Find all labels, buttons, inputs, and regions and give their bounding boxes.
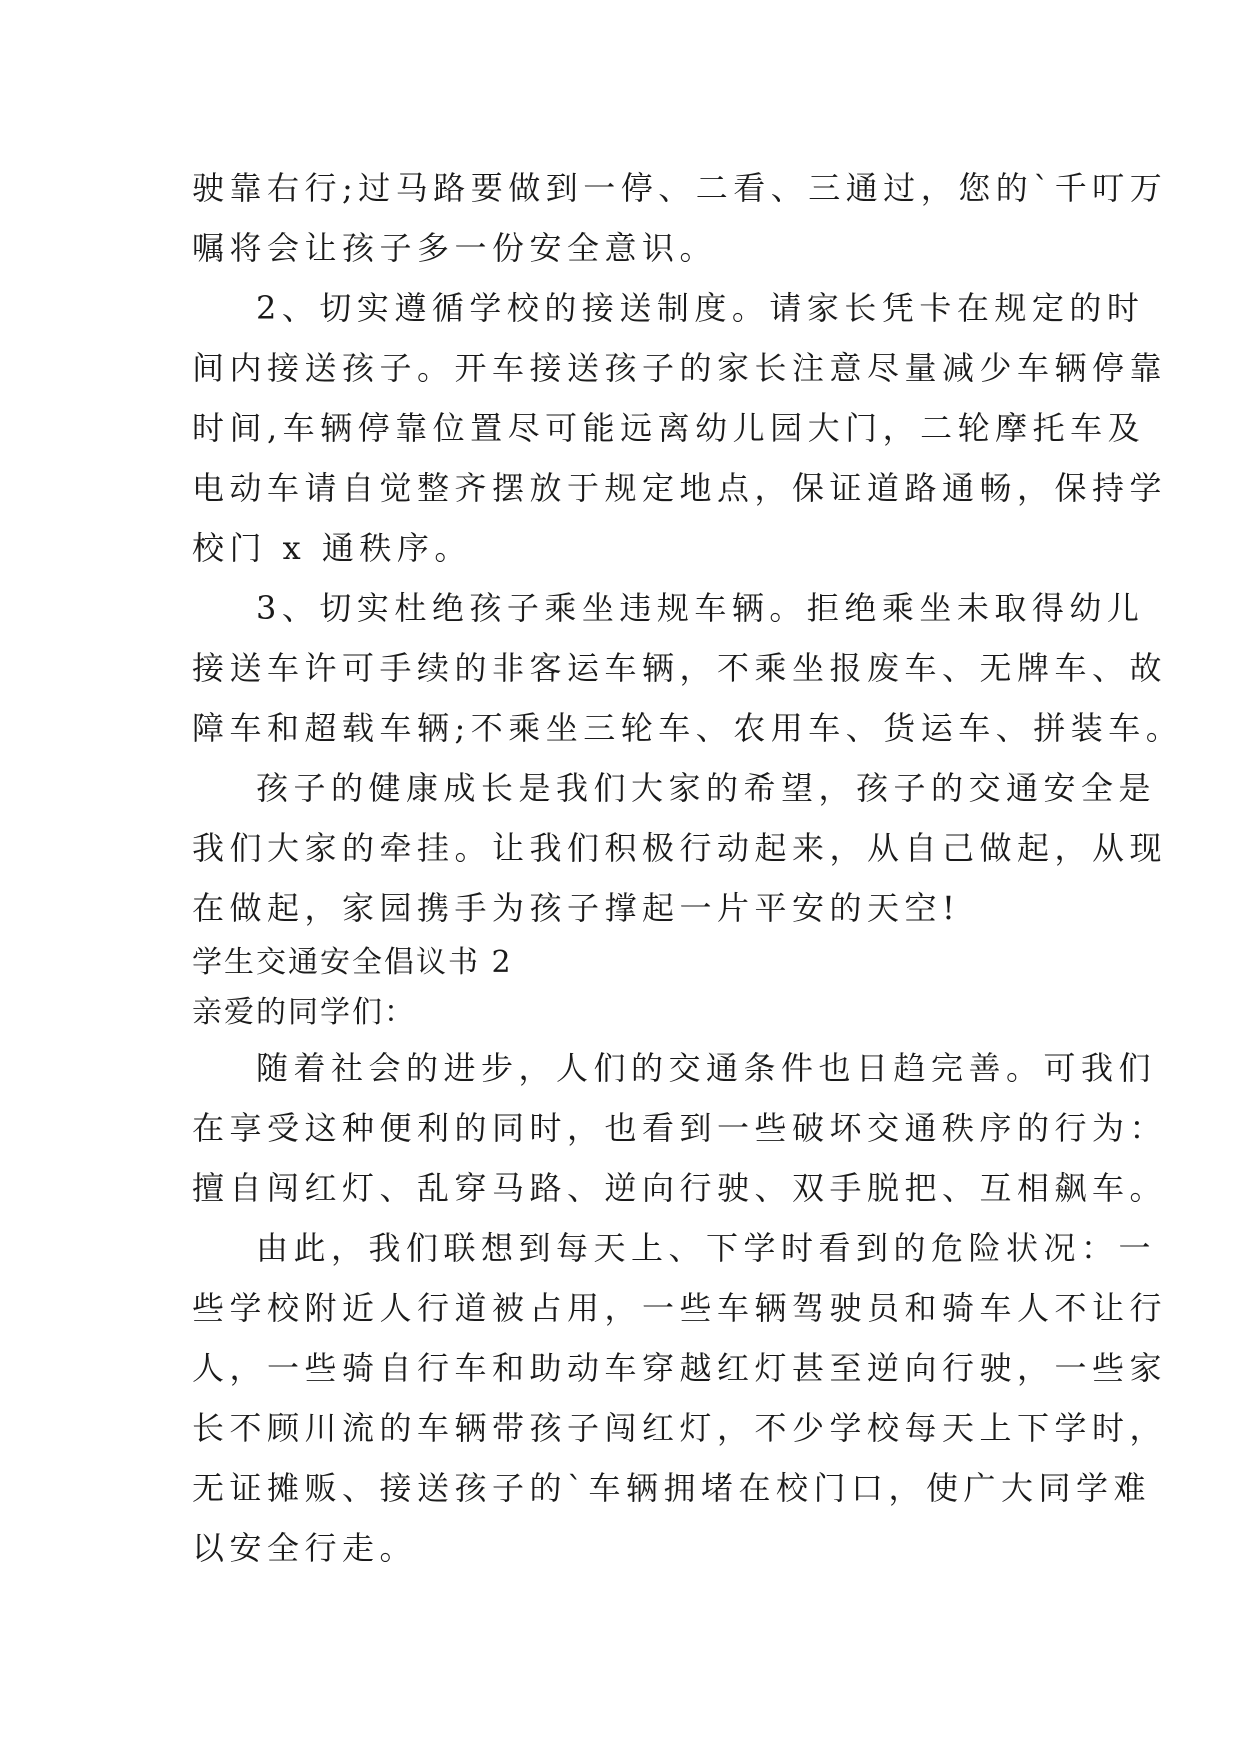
text-line: 孩子的健康成长是我们大家的希望，孩子的交通安全是 <box>256 769 1157 807</box>
text-line: 长不顾川流的车辆带孩子闯红灯，不少学校每天上下学时， <box>192 1409 1168 1447</box>
text-line: 校门 x 通秩序。 <box>192 529 472 567</box>
text-line: 在做起，家园携手为孩子撑起一片平安的天空! <box>192 889 961 927</box>
text-line: 我们大家的牵挂。让我们积极行动起来，从自己做起，从现 <box>192 829 1168 867</box>
text-line: 时间,车辆停靠位置尽可能远离幼儿园大门，二轮摩托车及 <box>192 409 1146 447</box>
text-line: 擅自闯红灯、乱穿马路、逆向行驶、双手脱把、互相飙车。 <box>192 1169 1168 1207</box>
text-line: 人，一些骑自行车和助动车穿越红灯甚至逆向行驶，一些家 <box>192 1349 1168 1387</box>
text-line: 在享受这种便利的同时，也看到一些破坏交通秩序的行为： <box>192 1109 1168 1147</box>
text-line: 间内接送孩子。开车接送孩子的家长注意尽量减少车辆停靠 <box>192 349 1168 387</box>
document-body <box>192 158 1184 1578</box>
text-line: 障车和超载车辆;不乘坐三轮车、农用车、货运车、拼装车。 <box>192 709 1184 747</box>
text-line: 驶靠右行;过马路要做到一停、二看、三通过，您的`千叮万 <box>192 169 1168 207</box>
paragraph-item-3 <box>192 578 1184 758</box>
text-line: 些学校附近人行道被占用，一些车辆驾驶员和骑车人不让行 <box>192 1289 1168 1327</box>
text-line: 接送车许可手续的非客运车辆，不乘坐报废车、无牌车、故 <box>192 649 1168 687</box>
text-line: 随着社会的进步，人们的交通条件也日趋完善。可我们 <box>256 1049 1157 1087</box>
paragraph-closing <box>192 758 1168 938</box>
paragraph-intro <box>192 1038 1168 1218</box>
paragraph-item-2 <box>192 278 1168 578</box>
text-line: 以安全行走。 <box>192 1529 418 1567</box>
salutation: 亲爱的同学们： <box>192 995 416 1030</box>
text-line: 由此，我们联想到每天上、下学时看到的危险状况：一 <box>256 1229 1157 1267</box>
text-line: 2、切实遵循学校的接送制度。请家长凭卡在规定的时 <box>256 289 1145 327</box>
section-title: 学生交通安全倡议书 2 <box>192 945 513 980</box>
text-line: 电动车请自觉整齐摆放于规定地点，保证道路通畅，保持学 <box>192 469 1168 507</box>
text-line: 3、切实杜绝孩子乘坐违规车辆。拒绝乘坐未取得幼儿 <box>256 589 1145 627</box>
text-line: 嘱将会让孩子多一份安全意识。 <box>192 229 718 267</box>
text-line: 无证摊贩、接送孩子的`车辆拥堵在校门口，使广大同学难 <box>192 1469 1152 1507</box>
paragraph-continued <box>192 158 1168 278</box>
paragraph-dangers <box>192 1218 1168 1578</box>
